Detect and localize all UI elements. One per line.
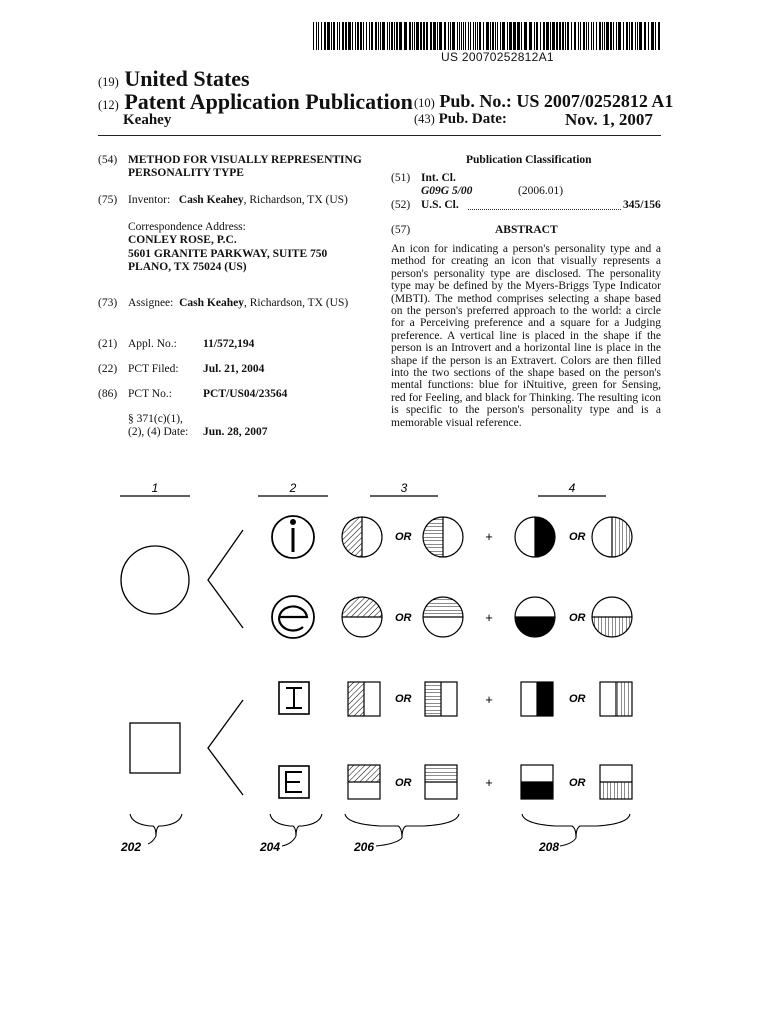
- barcode-bar: [550, 22, 551, 50]
- title-line-2: PERSONALITY TYPE: [128, 167, 244, 179]
- barcode-bar: [596, 22, 597, 50]
- inventor-short-name: Keahey: [123, 112, 172, 128]
- barcode-bar: [452, 22, 455, 50]
- or-label-row2a: OR: [395, 612, 412, 624]
- brace-206: [345, 814, 459, 838]
- barcode-bar: [604, 22, 605, 50]
- introvert-square-icon: [279, 682, 309, 714]
- barcode-bar: [543, 22, 545, 50]
- barcode-bar: [420, 22, 422, 50]
- country-tag: (19): [98, 75, 119, 89]
- column-label-2: 2: [289, 481, 297, 495]
- leader-204: [282, 836, 296, 846]
- barcode-bar: [648, 22, 649, 50]
- ref-202: 202: [121, 840, 142, 854]
- or-label-row3b: OR: [569, 693, 586, 705]
- publication-number: [414, 91, 673, 112]
- column-headers: [120, 481, 606, 496]
- abstract-heading: ABSTRACT: [495, 224, 558, 236]
- pubno-tag: (10): [414, 96, 435, 110]
- row1-col4a-icon: [515, 517, 555, 557]
- barcode-bar: [378, 22, 379, 50]
- barcode-bar: [313, 22, 314, 50]
- intcl-code: G09G 5/00: [421, 185, 473, 197]
- barcode-bar: [473, 22, 474, 50]
- judging-square: [130, 723, 180, 773]
- barcode-bar: [486, 22, 489, 50]
- barcode-bar: [477, 22, 478, 50]
- barcode-bar: [380, 22, 381, 50]
- assignee-label: Assignee:: [128, 297, 174, 309]
- brace-204: [270, 814, 322, 836]
- barcode-bar: [629, 22, 630, 50]
- barcode-bar: [483, 22, 484, 50]
- barcode-bar: [404, 22, 407, 50]
- barcode-bar: [355, 22, 356, 50]
- assignee-location: , Richardson, TX (US): [243, 297, 349, 309]
- barcode-bar: [651, 22, 654, 50]
- row2-col4b-icon: [592, 597, 632, 637]
- inventor-label: Inventor:: [128, 194, 171, 206]
- row2-col4a-icon: [515, 597, 555, 637]
- barcode-bar: [352, 22, 353, 50]
- barcode-bar: [463, 22, 464, 50]
- barcode-bar: [470, 22, 471, 50]
- barcode-bar: [345, 22, 347, 50]
- barcode-bar: [507, 22, 508, 50]
- pct-filed-date: Jul. 21, 2004: [203, 363, 265, 375]
- barcode-bar: [363, 22, 364, 50]
- barcode-bar: [606, 22, 609, 50]
- pubtype-tag: (12): [98, 98, 119, 112]
- row2-col3b-icon: [423, 597, 463, 637]
- s371-line-1: § 371(c)(1),: [128, 413, 183, 425]
- barcode-bar: [540, 22, 541, 50]
- or-label-row1a: OR: [395, 531, 412, 543]
- barcode-bar: [639, 22, 642, 50]
- barcode-bar: [357, 22, 359, 50]
- row4-col3b-icon: [425, 765, 457, 799]
- barcode-bar: [439, 22, 442, 50]
- barcode-bar: [588, 22, 589, 50]
- barcode-bar: [444, 22, 446, 50]
- barcode-bar: [324, 22, 326, 50]
- barcode-bar: [616, 22, 617, 50]
- barcode-bar: [644, 22, 646, 50]
- barcode-bar: [321, 22, 322, 50]
- leader-206: [376, 838, 402, 846]
- assignee-name: Cash Keahey: [179, 297, 244, 309]
- pct-no-label: PCT No.:: [128, 388, 172, 400]
- barcode-bar: [602, 22, 603, 50]
- correspondence-label: Correspondence Address:: [128, 221, 246, 233]
- barcode-bar: [387, 22, 388, 50]
- assignee-tag: (73): [98, 297, 118, 309]
- row1-col3b-icon: [423, 517, 463, 557]
- row1-col4b-icon: [592, 517, 632, 557]
- barcode-bar: [593, 22, 594, 50]
- barcode-bar: [399, 22, 402, 50]
- barcode-bar: [457, 22, 458, 50]
- barcode-bar: [430, 22, 432, 50]
- or-label-row4a: OR: [395, 777, 412, 789]
- barcode-bar: [331, 22, 332, 50]
- plus-label-row1: +: [485, 529, 493, 544]
- barcode-bar: [348, 22, 351, 50]
- barcode-bar: [459, 22, 460, 50]
- barcode-bar: [448, 22, 449, 50]
- barcode-bar: [396, 22, 398, 50]
- intcl-year: (2006.01): [518, 185, 564, 197]
- inventor-location: , Richardson, TX (US): [243, 194, 348, 206]
- barcode-bar: [631, 22, 633, 50]
- leader-208: [560, 838, 576, 846]
- barcode-bar: [371, 22, 373, 50]
- barcode-bar: [461, 22, 462, 50]
- column-label-4: 4: [568, 481, 576, 495]
- or-label-row4b: OR: [569, 777, 586, 789]
- or-label-row3a: OR: [395, 693, 412, 705]
- country: United States: [124, 66, 250, 91]
- brace-202: [130, 814, 182, 836]
- barcode-bar: [450, 22, 451, 50]
- row3-col3b-icon: [425, 682, 457, 716]
- barcode-bar: [389, 22, 390, 50]
- s371-line-2: (2), (4) Date:: [128, 426, 189, 438]
- row3-col3a-icon: [348, 682, 380, 716]
- barcode-bar: [497, 22, 498, 50]
- barcode-bar: [433, 22, 436, 50]
- barcode-bar: [391, 22, 393, 50]
- barcode-bar: [556, 22, 558, 50]
- appl-tag: (21): [98, 338, 118, 350]
- barcode-bar: [468, 22, 469, 50]
- barcode-bar: [416, 22, 419, 50]
- barcode-bar: [583, 22, 585, 50]
- barcode-bar: [437, 22, 438, 50]
- uscl-tag: (52): [391, 199, 411, 211]
- barcode-bar: [521, 22, 522, 50]
- pct-filed-tag: (22): [98, 363, 118, 375]
- header-divider: [98, 135, 661, 136]
- barcode-bar: [599, 22, 601, 50]
- barcode-bar: [409, 22, 411, 50]
- barcode-bar: [479, 22, 481, 50]
- barcode-bar: [339, 22, 340, 50]
- barcode-bar: [574, 22, 576, 50]
- extravert-circle-icon: [272, 596, 314, 638]
- abstract-text: An icon for indicating a person's personality type and a method for creating an icon that visually represents a person's personality type are disclosed. The personality type may be defined by the Myers-Briggs Type Indicator (MBTI). The method comprises selecting a shape based on the person's preferred approach to the world: a circle for a Perceiving preference and a square for a Judging preference. A vertical line is placed in the shape if the person is an Introvert and a horizontal line is place in the shape if the person is an Extravert. Colors are then filled into the two sections of the shape based on the person's mental functions: blue for iNtuitive, green for Sensing, red for Feeling, and black for Thinking. The resulting icon is specific to the person's personality type and is a memorable visual reference.: [391, 243, 661, 429]
- row3-col4b-icon: [600, 682, 632, 716]
- barcode-bar: [571, 22, 572, 50]
- row3-col4a-icon: [521, 682, 553, 716]
- barcode-bar: [658, 22, 660, 50]
- correspondence-line-3: PLANO, TX 75024 (US): [128, 261, 247, 273]
- publication-date-label: [414, 111, 507, 128]
- pct-filed-label: PCT Filed:: [128, 363, 179, 375]
- row4-col3a-icon: [348, 765, 380, 799]
- barcode-bar: [552, 22, 555, 50]
- inventor-tag: (75): [98, 194, 118, 206]
- barcode-bar: [394, 22, 395, 50]
- barcode-bar: [360, 22, 362, 50]
- ref-204: 204: [260, 840, 281, 854]
- barcode-bar: [565, 22, 566, 50]
- barcode-bar: [366, 22, 367, 50]
- correspondence-line-1: CONLEY ROSE, P.C.: [128, 234, 237, 246]
- title-line-1: METHOD FOR VISUALLY REPRESENTING: [128, 154, 362, 166]
- inventor-line: [128, 194, 348, 208]
- row4-col4a-icon: [521, 765, 553, 799]
- barcode-bar: [382, 22, 385, 50]
- appl-label: Appl. No.:: [128, 338, 177, 350]
- ref-206: 206: [354, 840, 375, 854]
- barcode-bar: [318, 22, 319, 50]
- or-label-row1b: OR: [569, 531, 586, 543]
- square-branch-bracket: [208, 700, 243, 795]
- barcode-bar: [502, 22, 505, 50]
- pubdate-label-text: Pub. Date:: [438, 111, 507, 127]
- publication-number-text: Pub. No.: US 2007/0252812 A1: [439, 91, 674, 111]
- barcode-bar: [613, 22, 614, 50]
- abstract-tag: (57): [391, 224, 411, 236]
- pct-number: PCT/US04/23564: [203, 388, 288, 400]
- barcode-bar: [492, 22, 494, 50]
- appl-number: 11/572,194: [203, 338, 255, 350]
- barcode-bar: [342, 22, 344, 50]
- barcode-bar: [618, 22, 621, 50]
- barcode-bar: [369, 22, 370, 50]
- barcode-bar: [610, 22, 612, 50]
- barcode-bar: [316, 22, 317, 50]
- assignee-line: [128, 297, 348, 311]
- leader-202: [148, 836, 156, 844]
- barcode-bar: [375, 22, 377, 50]
- barcode-bar: [513, 22, 516, 50]
- barcode-bar: [412, 22, 413, 50]
- barcode-bar: [426, 22, 428, 50]
- pubdate-tag: (43): [414, 112, 435, 126]
- intcl-tag: (51): [391, 172, 411, 184]
- row1-col3a-icon: [342, 517, 382, 557]
- barcode-bar: [578, 22, 579, 50]
- column-label-3: 3: [400, 481, 408, 495]
- circle-branch-bracket: [208, 530, 243, 628]
- barcode-bar: [546, 22, 549, 50]
- barcode: [313, 22, 663, 50]
- barcode-bar: [414, 22, 415, 50]
- barcode-bar: [509, 22, 512, 50]
- uscl-leader-dots: [468, 199, 621, 210]
- barcode-bar: [591, 22, 592, 50]
- barcode-bar: [524, 22, 527, 50]
- classification-heading: Publication Classification: [466, 154, 592, 166]
- s371-date: Jun. 28, 2007: [203, 426, 268, 438]
- title-tag: (54): [98, 154, 118, 166]
- barcode-bar: [465, 22, 466, 50]
- barcode-bar: [475, 22, 476, 50]
- barcode-bar: [534, 22, 535, 50]
- barcode-bar: [567, 22, 569, 50]
- barcode-bar: [635, 22, 636, 50]
- barcode-bar: [333, 22, 335, 50]
- pct-no-tag: (86): [98, 388, 118, 400]
- barcode-bar: [655, 22, 656, 50]
- barcode-bar: [580, 22, 581, 50]
- perceiving-circle: [121, 546, 189, 614]
- barcode-bar: [559, 22, 561, 50]
- barcode-bar: [423, 22, 425, 50]
- barcode-bar: [626, 22, 628, 50]
- barcode-bar: [490, 22, 491, 50]
- uscl-label: U.S. Cl.: [421, 199, 459, 211]
- extravert-square-icon: [279, 766, 309, 798]
- publication-date: Nov. 1, 2007: [565, 110, 653, 129]
- intcl-label: Int. Cl.: [421, 172, 456, 184]
- uscl-value: 345/156: [623, 199, 661, 211]
- column-label-1: 1: [151, 481, 159, 495]
- barcode-bar: [536, 22, 538, 50]
- or-label-row2b: OR: [569, 612, 586, 624]
- plus-label-row2: +: [485, 610, 493, 625]
- row4-col4b-icon: [600, 765, 632, 799]
- figure-drawing: [0, 470, 768, 870]
- barcode-bar: [517, 22, 520, 50]
- plus-label-row4: +: [485, 775, 493, 790]
- introvert-circle-icon: [272, 516, 314, 558]
- barcode-bar: [500, 22, 501, 50]
- barcode-bar: [327, 22, 330, 50]
- barcode-bar: [495, 22, 496, 50]
- barcode-bar: [529, 22, 532, 50]
- plus-label-row3: +: [485, 692, 493, 707]
- inventor-name: Cash Keahey: [178, 194, 244, 206]
- ref-208: 208: [539, 840, 560, 854]
- brace-208: [522, 814, 630, 838]
- row2-col3a-icon: [342, 597, 382, 637]
- barcode-bar: [562, 22, 564, 50]
- barcode-bar: [337, 22, 338, 50]
- barcode-bar: [586, 22, 587, 50]
- barcode-number: US 20070252812A1: [441, 50, 554, 64]
- correspondence-line-2: 5601 GRANITE PARKWAY, SUITE 750: [128, 248, 328, 260]
- barcode-bar: [637, 22, 638, 50]
- publication-type: Patent Application Publication: [124, 89, 413, 114]
- barcode-bar: [623, 22, 624, 50]
